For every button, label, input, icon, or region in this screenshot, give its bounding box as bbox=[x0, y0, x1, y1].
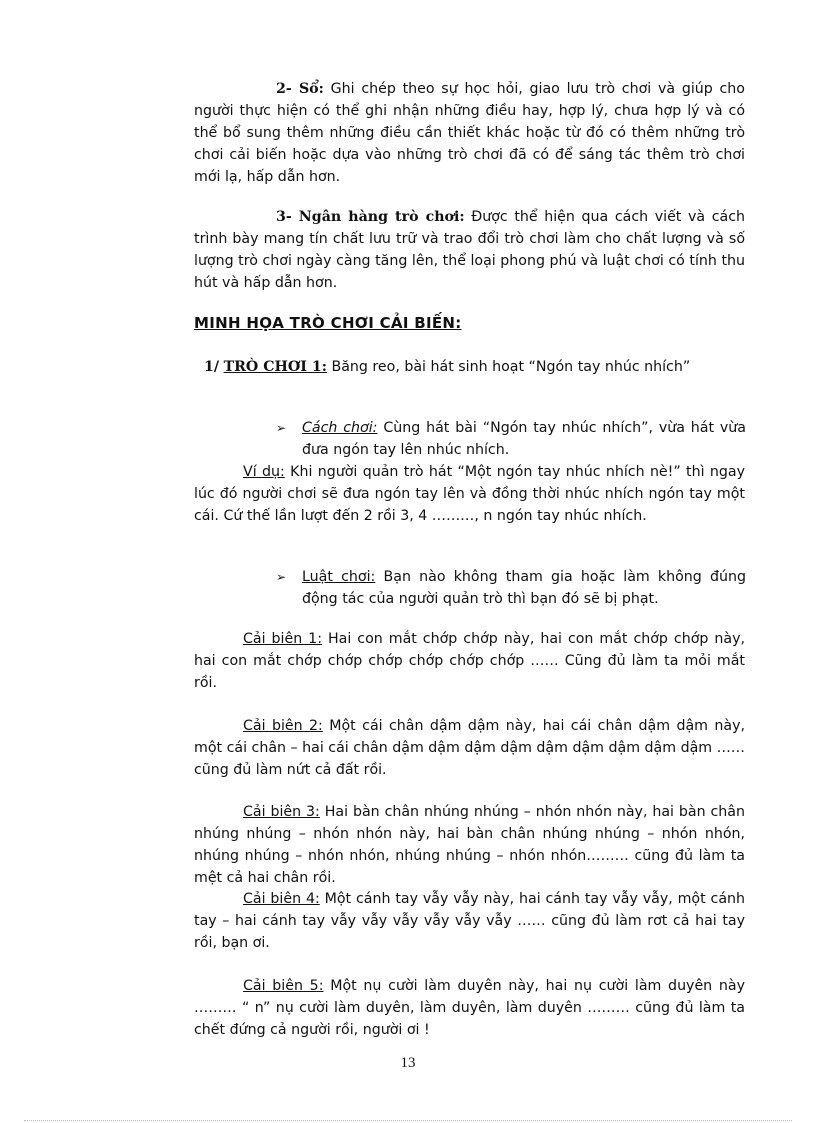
section-3-text: Được thể hiện qua cách viết và cách trình bày mang tín chất lưu trữ và trao đổi trò chơi làm cho chất lượng và số lượng trò chơi ngày càng tăng lên, thể loại phong phú và luật chơi có tính thu hút và hấp dẫn hơn. bbox=[194, 209, 745, 291]
section-heading: MINH HỌA TRÒ CHƠI CẢI BIẾN: bbox=[194, 314, 462, 332]
variant-text: Một nụ cười làm duyên này, hai nụ cười làm duyên này ……… “ n” nụ cười làm duyên, làm duyên, làm duyên ……… cũng đủ làm ta chết đứng cả người rồi, người ơi ! bbox=[194, 978, 745, 1038]
variant-label: Cải biên 2: bbox=[243, 718, 323, 734]
variant-2-paragraph bbox=[194, 715, 745, 781]
game-1-title: TRÒ CHƠI 1: bbox=[223, 359, 327, 375]
game-1-text: Băng reo, bài hát sinh hoạt “Ngón tay nhúc nhích” bbox=[326, 359, 691, 375]
arrow-bullet-icon: ➢ bbox=[276, 421, 287, 435]
variant-1-paragraph bbox=[194, 628, 745, 694]
example-label: Ví dụ: bbox=[243, 464, 285, 480]
rules-label: Luật chơi: bbox=[302, 569, 376, 585]
section-2-text: Ghi chép theo sự học hỏi, giao lưu trò chơi và giúp cho người thực hiện có thể ghi nhận những điều hay, hợp lý, chưa hợp lý và có thể bổ sung thêm những điều cần thiết khác hoặc từ đó có thêm những trò chơi cải biến hoặc dựa vào những trò chơi đã có để sáng tác thêm trò chơi mới lạ, hấp dẫn hơn. bbox=[194, 81, 745, 185]
section-2-label: 2- Sổ: bbox=[276, 81, 324, 97]
variant-label: Cải biên 1: bbox=[243, 631, 322, 647]
section-3-paragraph bbox=[194, 206, 745, 294]
game-1-title-paragraph bbox=[194, 356, 734, 378]
example-text: Khi người quản trò hát “Một ngón tay nhúc nhích nè!” thì ngay lúc đó người chơi sẽ đưa ngón tay lên và đồng thời nhúc nhích ngón tay một cái. Cứ thế lần lượt đến 2 rồi 3, 4 ………, n ngón tay nhúc nhích. bbox=[194, 464, 746, 524]
how-to-play-item bbox=[276, 417, 746, 461]
section-3-label: 3- Ngân hàng trò chơi: bbox=[276, 209, 465, 225]
game-1-number: 1/ bbox=[204, 359, 220, 375]
example-paragraph bbox=[194, 461, 745, 527]
section-2-paragraph bbox=[194, 78, 745, 188]
variant-5-paragraph bbox=[194, 975, 745, 1041]
page-number: 13 bbox=[400, 1055, 416, 1071]
footer-divider bbox=[24, 1120, 792, 1121]
variant-text: Một cánh tay vẫy vẫy này, hai cánh tay vẫy vẫy, một cánh tay – hai cánh tay vẫy vẫy vẫy vẫy vẫy vẫy …… cũng đủ làm rơt cả hai tay rồi, bạn ơi. bbox=[194, 891, 745, 951]
how-to-play-text: Cùng hát bài “Ngón tay nhúc nhích”, vừa hát vừa đưa ngón tay lên nhúc nhích. bbox=[302, 420, 746, 458]
variant-3-paragraph bbox=[194, 801, 745, 889]
variant-label: Cải biên 5: bbox=[243, 978, 324, 994]
variant-4-paragraph bbox=[194, 888, 745, 954]
how-to-play-label: Cách chơi: bbox=[302, 420, 378, 436]
variant-text: Hai bàn chân nhúng nhúng – nhón nhón này, hai bàn chân nhúng nhúng – nhón nhón này, hai bàn chân nhúng nhúng – nhón nhón, nhúng nhúng – nhón nhón, nhúng nhúng – nhón nhón……… cũng đủ làm ta mệt cả hai chân rồi. bbox=[194, 804, 745, 886]
variant-label: Cải biên 3: bbox=[243, 804, 320, 820]
arrow-bullet-icon: ➢ bbox=[276, 570, 287, 584]
variant-label: Cải biên 4: bbox=[243, 891, 320, 907]
rules-text: Bạn nào không tham gia hoặc làm không đúng động tác của người quản trò thì bạn đó sẽ bị phạt. bbox=[302, 569, 747, 607]
rules-item bbox=[276, 566, 746, 610]
variant-text: Một cái chân dậm dậm này, hai cái chân dậm dậm này, một cái chân – hai cái chân dậm dậm dậm dậm dậm dậm dậm dậm dậm …… cũng đủ làm nứt cả đất rồi. bbox=[194, 718, 745, 778]
variant-text: Hai con mắt chớp chớp này, hai con mắt chớp chớp này, hai con mắt chớp chớp chớp chớp chớp chớp …… Cũng đủ làm ta mỏi mắt rồi. bbox=[194, 631, 745, 691]
